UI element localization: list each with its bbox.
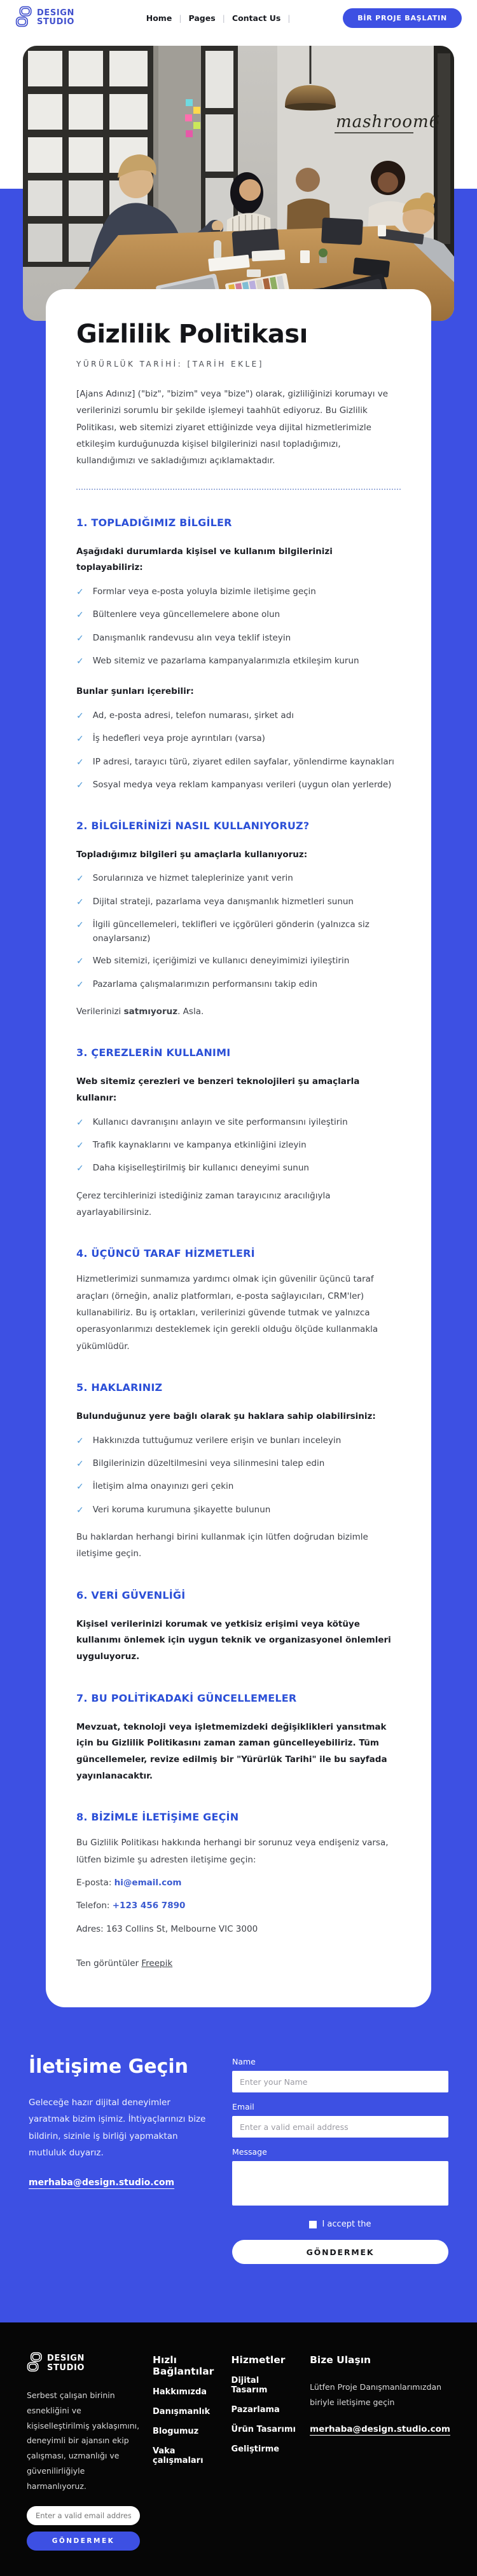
checklist-item xyxy=(76,709,401,723)
site-footer xyxy=(0,2322,477,2576)
check-icon: ✓ xyxy=(76,874,84,885)
checklist-text: Bültenlere veya güncellemelere abone olun xyxy=(92,609,280,620)
message-label: Message xyxy=(232,2147,267,2157)
footer-about-text: Serbest çalışan birinin esnekliğini ve kişiselleştirilmiş yaklaşımını, deneyimli bir ajansın ekip çalışması, uzmanlığı ve güvenilirliğiyle harmanlıyoruz. xyxy=(27,2390,140,2491)
dotted-divider xyxy=(76,489,401,490)
section-paragraph: Hizmetlerimizi sunmamıza yardımcı olmak için güvenilir üçüncü taraf araçları (örneğin, analiz platformları, e-posta sağlayıcıları, CRM'ler) kullanabiliriz. Bu iş ortakları, verilerinizi güvende tutmak ve yalnızca operasyonlarımızı desteklemek için gerekli olduğu ölçüde kullanmakla yükümlüdür. xyxy=(76,1274,378,1352)
contact-line: Telefon: +123 456 7890 xyxy=(76,1901,186,1911)
name-input[interactable] xyxy=(232,2071,448,2092)
checklist-text: Trafik kaynaklarını ve kampanya etkinliğini izleyin xyxy=(92,1139,307,1150)
checklist-item xyxy=(76,918,401,946)
checklist-item xyxy=(76,1116,401,1130)
wall-sign-text: mashroom6 xyxy=(336,112,441,132)
nav-separator: | xyxy=(222,13,225,23)
checklist-text: Sorularınıza ve hizmet taleplerinize yanıt verin xyxy=(92,873,293,884)
footer-quick-links xyxy=(153,2352,219,2551)
freepik-link[interactable]: Freepik xyxy=(141,1958,173,1969)
checklist xyxy=(76,585,401,669)
checklist-item xyxy=(76,732,401,746)
checklist-text: İş hedefleri veya proje ayrıntıları (varsa) xyxy=(92,733,265,744)
email-input[interactable] xyxy=(232,2116,448,2138)
checklist-text: İletişim alma onayınızı geri çekin xyxy=(92,1481,234,1492)
check-icon: ✓ xyxy=(76,897,84,907)
hero-band xyxy=(0,36,477,2322)
reach-title: Bize Ulaşın xyxy=(310,2354,371,2366)
logo-icon xyxy=(15,6,32,31)
checklist-text: Pazarlama çalışmalarımızın performansını takip edin xyxy=(92,979,318,989)
contact-link[interactable]: hi@email.com xyxy=(114,1877,182,1888)
policy-intro: [Ajans Adınız] ("biz", "bizim" veya "bize") olarak, gizliliğinizi korumayı ve verilerinizi sorumlu bir şekilde işlemeyi taahhüt ediyoruz. Bu Gizlilik Politikası, web sitemizi ziyaret ettiğinizde veya dijital hizmetlerimizle etkileşim kurduğunuzda kişisel bilgilerinizi nasıl topladığımızı, kullandığımızı ve sakladığımızı açıklamaktadır. xyxy=(76,389,389,466)
checklist-item xyxy=(76,978,401,992)
contact-submit-button[interactable]: GÖNDERMEK xyxy=(232,2240,448,2264)
contact-form xyxy=(232,2056,448,2264)
checklist-item xyxy=(76,954,401,968)
footer-services xyxy=(232,2352,298,2551)
check-icon: ✓ xyxy=(76,1505,84,1515)
name-label: Name xyxy=(232,2057,256,2067)
check-icon: ✓ xyxy=(76,979,84,990)
contact-line: Adres: 163 Collins St, Melbourne VIC 3000 xyxy=(76,1923,258,1934)
checklist xyxy=(76,872,401,992)
start-project-button[interactable]: BİR PROJE BAŞLATIN xyxy=(343,8,462,28)
policy-card xyxy=(46,289,431,2007)
section-lead: Kişisel verilerinizi korumak ve yetkisiz erişimi veya kötüye kullanımı önlemek için uygun teknik ve organizasyonel önlemleri uyguluyoruz. xyxy=(76,1618,391,1662)
nav-separator: | xyxy=(179,13,182,23)
checklist-item xyxy=(76,1457,401,1471)
check-icon: ✓ xyxy=(76,633,84,644)
checklist-item xyxy=(76,1480,401,1494)
checklist-text: Bilgilerinizin düzeltilmesini veya silinmesini talep edin xyxy=(92,1458,325,1468)
footer-about xyxy=(27,2352,140,2551)
newsletter-email-input[interactable] xyxy=(27,2506,140,2525)
checklist-item xyxy=(76,756,401,769)
checklist-text: Hakkınızda tuttuğumuz verilere erişin ve bunları inceleyin xyxy=(92,1435,342,1446)
policy-section xyxy=(76,517,401,793)
services-title: Hizmetler xyxy=(231,2354,286,2366)
section-lead: Mevzuat, teknoloji veya işletmemizdeki değişiklikleri yansıtmak için bu Gizlilik Politikasını zaman zaman güncelleyebiliriz. Tüm güncellemeler, revize edilmiş bir "Yürürlük Tarihi" ile bu sayfada yayınlanacaktır. xyxy=(76,1721,387,1781)
check-icon: ✓ xyxy=(76,920,84,931)
checklist-text: Web sitemiz ve pazarlama kampanyalarımızla etkileşim kurun xyxy=(92,656,359,667)
checklist-item xyxy=(76,1434,401,1448)
section-heading: 6. VERİ GÜVENLİĞİ xyxy=(76,1589,186,1601)
footer-link-hakk-m-zda[interactable]: Hakkımızda xyxy=(153,2387,207,2397)
policy-section xyxy=(76,1692,401,1785)
checklist-text: Kullanıcı davranışını anlayın ve site performansını iyileştirin xyxy=(92,1116,348,1127)
reach-text: Lütfen Proje Danışmanlarımızdan biriyle iletişime geçin xyxy=(310,2382,442,2407)
checklist-item xyxy=(76,1503,401,1517)
check-icon: ✓ xyxy=(76,711,84,722)
checklist-text: Daha kişiselleştirilmiş bir kullanıcı deneyimi sunun xyxy=(92,1163,309,1174)
policy-section xyxy=(76,1381,401,1563)
footer-logo[interactable] xyxy=(27,2352,140,2375)
checklist-text: Ad, e-posta adresi, telefon numarası, şirket adı xyxy=(92,710,294,721)
section-heading: 2. BİLGİLERİNİZİ NASIL KULLANIYORUZ? xyxy=(76,819,310,832)
section-heading: 5. HAKLARINIZ xyxy=(76,1381,163,1393)
footer-reach xyxy=(310,2352,450,2551)
section-paragraph: Verilerinizi satmıyoruz. Asla. xyxy=(76,1007,204,1017)
checklist xyxy=(76,709,401,793)
nav-separator: | xyxy=(287,13,291,23)
contact-link[interactable]: +123 456 7890 xyxy=(112,1901,186,1911)
checklist-item xyxy=(76,1162,401,1176)
check-icon: ✓ xyxy=(76,1140,84,1151)
check-icon: ✓ xyxy=(76,1117,84,1128)
section-paragraph: Çerez tercihlerinizi istediğiniz zaman tarayıcınız aracılığıyla ayarlayabilirsiniz. xyxy=(76,1190,331,1218)
quick-links-title: Hızlı Bağlantılar xyxy=(153,2354,214,2378)
checklist-text: Formlar veya e-posta yoluyla bizimle iletişime geçin xyxy=(92,586,316,597)
checklist-item xyxy=(76,778,401,792)
section-lead: Bulunduğunuz yere bağlı olarak şu haklara sahip olabilirsiniz: xyxy=(76,1411,376,1421)
site-header xyxy=(0,0,477,36)
nav-link-pages[interactable]: Pages xyxy=(188,13,216,23)
check-icon: ✓ xyxy=(76,757,84,768)
checklist-item xyxy=(76,872,401,886)
email-label: Email xyxy=(232,2102,254,2112)
checklist-item xyxy=(76,585,401,599)
section-paragraph: Bu haklardan herhangi birini kullanmak için lütfen doğrudan bizimle iletişime geçin. xyxy=(76,1532,368,1559)
main-nav xyxy=(93,13,343,23)
section-heading: 7. BU POLİTİKADAKİ GÜNCELLEMELER xyxy=(76,1691,297,1704)
check-icon: ✓ xyxy=(76,1482,84,1493)
policy-section xyxy=(76,1589,401,1665)
check-icon: ✓ xyxy=(76,586,84,597)
contact-section xyxy=(0,2007,477,2322)
checklist-text: IP adresi, tarayıcı türü, ziyaret edilen sayfalar, yönlendirme kaynakları xyxy=(92,756,394,767)
footer-email-link[interactable]: merhaba@design.studio.com xyxy=(310,2423,450,2434)
policy-section xyxy=(76,820,401,1020)
checklist xyxy=(76,1434,401,1518)
section-lead: Web sitemiz çerezleri ve benzeri teknolojileri şu amaçlarla kullanır: xyxy=(76,1076,360,1103)
checklist-text: Dijital strateji, pazarlama veya danışmanlık hizmetleri sunun xyxy=(92,896,354,907)
bold-text: satmıyoruz xyxy=(123,1007,178,1017)
nav-link-contact-us[interactable]: Contact Us xyxy=(232,13,281,23)
image-credit: Ten görüntüler Freepik xyxy=(76,1958,173,1969)
checklist xyxy=(76,1116,401,1176)
footer-link-vaka-al-malar[interactable]: Vaka çalışmaları xyxy=(153,2446,204,2466)
footer-link-dan-manl-k[interactable]: Danışmanlık xyxy=(153,2407,211,2417)
checklist-text: Danışmanlık randevusu alın veya teklif isteyin xyxy=(92,632,291,643)
footer-link-blogumuz[interactable]: Blogumuz xyxy=(153,2427,199,2437)
newsletter-submit-button[interactable]: GÖNDERMEK xyxy=(27,2532,140,2551)
check-icon: ✓ xyxy=(76,656,84,667)
checklist-text: İlgili güncellemeleri, teklifleri ve içgörüleri gönderin (yalnızca siz onaylarsanız) xyxy=(92,919,370,944)
policy-section xyxy=(76,1247,401,1355)
check-icon: ✓ xyxy=(76,1163,84,1174)
page-title: Gizlilik Politikası xyxy=(76,320,308,349)
section-lead: Bunlar şunları içerebilir: xyxy=(76,686,194,697)
section-paragraph: Bu Gizlilik Politikası hakkında herhangi bir sorunuz veya endişeniz varsa, lütfen bizimle şu adresten iletişime geçin: xyxy=(76,1838,389,1865)
contact-line: E-posta: hi@email.com xyxy=(76,1877,182,1888)
checklist-item xyxy=(76,632,401,646)
policy-section xyxy=(76,1811,401,1972)
checklist-item xyxy=(76,608,401,622)
check-icon: ✓ xyxy=(76,610,84,621)
footer-logo-icon xyxy=(27,2352,43,2375)
contact-email-link[interactable]: merhaba@design.studio.com xyxy=(29,2178,175,2188)
policy-section xyxy=(76,1047,401,1221)
effective-date: YÜRÜRLÜK TARİHİ: [TARİH EKLE] xyxy=(76,360,264,369)
checklist-text: Web sitemizi, içeriğimizi ve kullanıcı deneyimimizi iyileştirin xyxy=(92,956,350,966)
checklist-item xyxy=(76,654,401,668)
checklist-text: Sosyal medya veya reklam kampanyası verileri (uygun olan yerlerde) xyxy=(92,780,392,790)
section-lead: Topladığımız bilgileri şu amaçlarla kullanıyoruz: xyxy=(76,849,308,860)
check-icon: ✓ xyxy=(76,1458,84,1469)
section-heading: 1. TOPLADIĞIMIZ BİLGİLER xyxy=(76,516,232,529)
checklist-item xyxy=(76,1139,401,1153)
section-heading: 3. ÇEREZLERİN KULLANIMI xyxy=(76,1047,231,1059)
nav-link-home[interactable]: Home xyxy=(146,13,172,23)
message-textarea[interactable] xyxy=(232,2161,448,2206)
check-icon: ✓ xyxy=(76,1435,84,1446)
policy-sections xyxy=(76,517,401,1972)
contact-text: Geleceğe hazır dijital deneyimler yaratmak bizim işimiz. İhtiyaçlarınızı bize bildirin, sizinle iş birliği yapmaktan mutluluk duyarız. xyxy=(29,2098,206,2159)
logo[interactable] xyxy=(15,6,74,31)
checklist-text: Veri koruma kurumuna şikayette bulunun xyxy=(92,1504,271,1515)
footer-link-r-n-tasar-m[interactable]: Ürün Tasarımı xyxy=(231,2425,296,2435)
contact-intro xyxy=(29,2056,208,2264)
contact-heading: İletişime Geçin xyxy=(29,2056,189,2078)
check-icon: ✓ xyxy=(76,956,84,967)
hero-photo xyxy=(23,46,454,321)
accept-label: I accept the xyxy=(322,2220,371,2230)
footer-link-geli-tirme[interactable]: Geliştirme xyxy=(231,2444,280,2455)
accept-row xyxy=(232,2220,448,2229)
logo-text: DESIGN STUDIO xyxy=(37,8,75,27)
section-lead: Aşağıdaki durumlarda kişisel ve kullanım bilgilerinizi toplayabiliriz: xyxy=(76,546,333,573)
section-heading: 8. BİZİMLE İLETİŞİME GEÇİN xyxy=(76,1811,239,1824)
footer-link-dijital-tasar-m[interactable]: Dijital Tasarım xyxy=(231,2376,268,2396)
check-icon: ✓ xyxy=(76,734,84,745)
accept-checkbox[interactable] xyxy=(309,2221,317,2228)
section-heading: 4. ÜÇÜNCÜ TARAF HİZMETLERİ xyxy=(76,1247,255,1260)
checklist-item xyxy=(76,895,401,909)
check-icon: ✓ xyxy=(76,780,84,791)
footer-link-pazarlama[interactable]: Pazarlama xyxy=(231,2405,280,2415)
footer-logo-text: DESIGN STUDIO xyxy=(47,2354,85,2373)
